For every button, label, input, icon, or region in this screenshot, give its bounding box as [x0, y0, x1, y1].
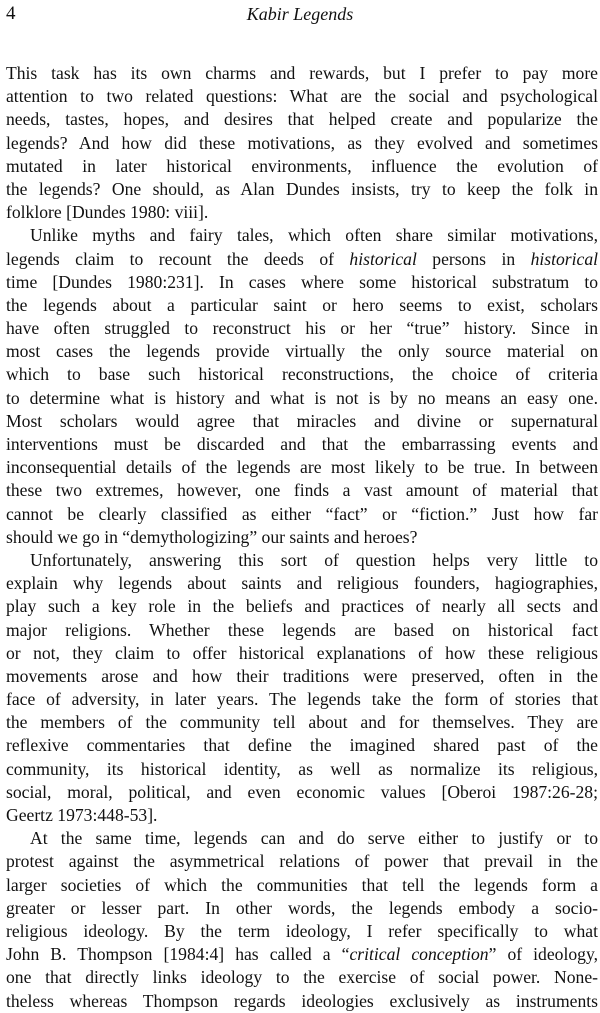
body-text — [6, 62, 598, 1013]
text-line: which to base such historical reconstructions, the choice of criteria — [6, 364, 598, 385]
text-line: major religions. Whether these legends are based on historical fact — [6, 619, 598, 640]
text-line: have often struggled to reconstruct his or her “true” history. Since in — [6, 318, 598, 339]
text-line: the legends about a particular saint or hero seems to exist, scholars — [6, 294, 598, 315]
text-line: folklore [Dundes 1980: viii]. — [6, 202, 209, 223]
text-line: reflexive commentaries that define the imagined shared past of the — [6, 735, 598, 756]
text-line: Unlike myths and fairy tales, which often share similar motivations, — [30, 225, 598, 246]
running-head: Kabir Legends — [246, 4, 354, 24]
paragraph-4 — [6, 827, 598, 1013]
text-line: John B. Thompson [1984:4] has called a “critical conception” of ideology, — [6, 944, 598, 965]
text-line: the members of the community tell about and for themselves. They are — [6, 712, 598, 733]
text-line: social, moral, political, and even economic values [Oberoi 1987:26-28; — [6, 781, 598, 802]
text-line: Geertz 1973:448-53]. — [6, 805, 158, 825]
text-line: time [Dundes 1980:231]. In cases where some historical substratum to — [6, 271, 598, 292]
text-line: or not, they claim to offer historical explanations of how these religious — [6, 642, 598, 663]
text-line: one that directly links ideology to the exercise of social power. None- — [6, 967, 598, 988]
text-line: greater or lesser part. In other words, the legends embody a socio- — [6, 897, 598, 918]
text-line: these two extremes, however, one finds a vast amount of material that — [6, 480, 598, 501]
text-line: needs, tastes, hopes, and desires that helped create and popularize the — [6, 109, 598, 130]
text-line: legends claim to recount the deeds of historical persons in historical — [6, 248, 599, 269]
text-line: interventions must be discarded and that the embarrassing events and — [6, 434, 598, 454]
text-line: attention to two related questions: What are the social and psychological — [6, 86, 598, 107]
text-line: larger societies of which the communities that tell the legends form a — [6, 874, 598, 895]
text-line: play such a key role in the beliefs and practices of nearly all sects and — [6, 596, 598, 617]
text-line: Most scholars would agree that miracles and divine or supernatural — [6, 410, 598, 431]
text-line: inconsequential details of the legends are most likely to be true. In between — [6, 457, 598, 478]
text-line: mutated in later historical environments, influence the evolution of — [6, 155, 598, 176]
paragraph-3 — [6, 549, 598, 827]
text-line: to determine what is history and what is not is by no means an easy one. — [6, 387, 598, 408]
text-line: explain why legends about saints and religious founders, hagiographies, — [6, 573, 598, 594]
text-line: should we go in “demythologizing” our saints and heroes? — [6, 526, 418, 547]
text-line: most cases the legends provide virtually the only source material on — [6, 341, 598, 362]
text-line: movements arose and how their traditions were preserved, often in the — [6, 665, 598, 686]
paragraph-1 — [6, 62, 598, 224]
text-line: This task has its own charms and rewards, but I prefer to pay more — [6, 63, 598, 83]
text-line: legends? And how did these motivations, as they evolved and sometimes — [6, 132, 598, 153]
text-line: the legends? One should, as Alan Dundes insists, try to keep the folk in — [6, 178, 598, 199]
page-number: 4 — [6, 3, 16, 24]
text-line: protest against the asymmetrical relations of power that prevail in the — [6, 851, 598, 872]
text-line: Unfortunately, answering this sort of question helps very little to — [30, 549, 598, 570]
text-line: theless whereas Thompson regards ideologies exclusively as instruments — [6, 990, 598, 1011]
text-line: face of adversity, in later years. The legends take the form of stories that — [6, 689, 598, 710]
text-line: community, its historical identity, as well as normalize its religious, — [6, 758, 598, 779]
text-line: cannot be clearly classified as either “fact” or “fiction.” Just how far — [6, 503, 598, 524]
page-header — [6, 2, 594, 28]
text-line: religious ideology. By the term ideology, I refer specifically to what — [6, 920, 598, 941]
paragraph-2 — [6, 224, 598, 549]
text-line: At the same time, legends can and do serve either to justify or to — [30, 828, 598, 849]
